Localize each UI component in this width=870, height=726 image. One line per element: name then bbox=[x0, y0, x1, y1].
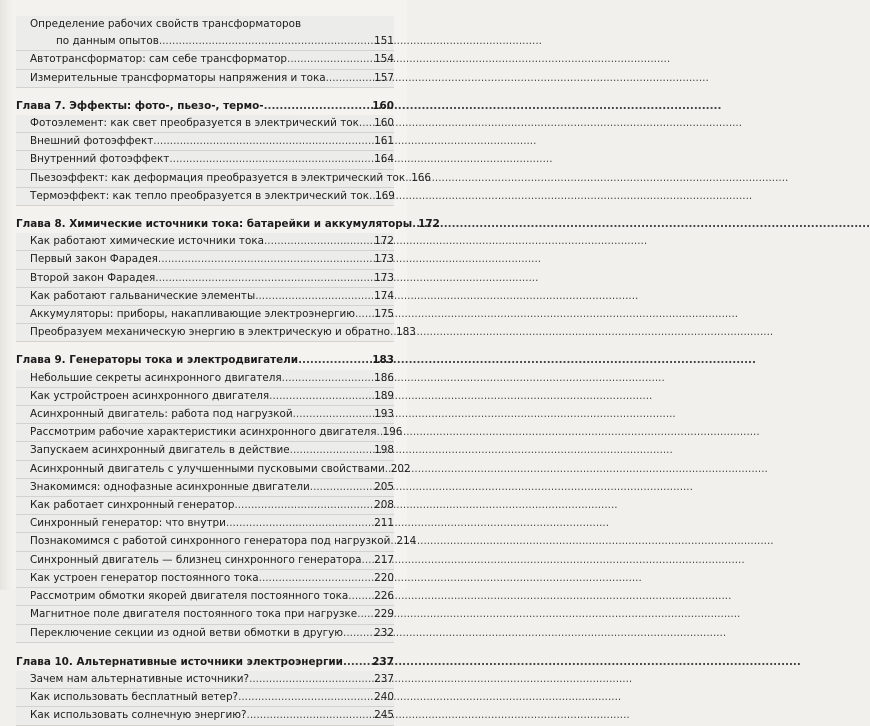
toc-entry-title: Фотоэлемент: как свет преобразуется в электрический ток bbox=[30, 117, 359, 130]
toc-entry-title: Преобразуем механическую энергию в электрическую и обратно bbox=[30, 326, 391, 339]
toc-entry-page: 217 bbox=[374, 553, 394, 566]
leader-dots bbox=[155, 270, 372, 287]
toc-entry bbox=[16, 388, 394, 406]
leader-dots bbox=[290, 442, 373, 459]
toc-entry-title: Как работают химические источники тока bbox=[30, 235, 264, 248]
leader-dots bbox=[226, 515, 372, 532]
toc-entry-title: Пьезоэффект: как деформация преобразуется в электрический ток bbox=[30, 171, 406, 184]
toc-entry-page: 240 bbox=[374, 691, 394, 704]
toc-entry-page: 205 bbox=[374, 480, 394, 493]
toc-entry-page: 160 bbox=[374, 117, 394, 130]
leader-dots bbox=[326, 70, 373, 87]
toc-entry-page: 237 bbox=[374, 672, 394, 685]
toc-entry-page: 172 bbox=[374, 235, 394, 248]
toc-entry-title: Как использовать солнечную энергию? bbox=[30, 709, 247, 722]
toc-entry-title: Определение рабочих свойств трансформаторов bbox=[30, 18, 302, 30]
toc-entry bbox=[16, 51, 394, 69]
chapter-title: Глава 7. Эффекты: фото-, пьезо-, термо- bbox=[16, 99, 264, 112]
toc-entry bbox=[16, 133, 394, 151]
toc-entry bbox=[16, 324, 416, 342]
toc-entry-title: Асинхронный двигатель с улучшенными пусковыми свойствами bbox=[30, 462, 385, 475]
toc-entry-title: Познакомимся с работой синхронного генератора под нагрузкой bbox=[30, 535, 391, 548]
leader-dots bbox=[298, 352, 370, 369]
toc-entry-title: Синхронный двигатель — близнец синхронного генератора bbox=[30, 553, 362, 566]
toc-entry bbox=[16, 370, 394, 388]
toc-entry bbox=[16, 479, 394, 497]
toc-entry-page: 169 bbox=[375, 189, 395, 202]
toc-entry bbox=[16, 251, 394, 269]
leader-dots bbox=[264, 98, 371, 115]
toc-entry-title: Как устроен генератор постоянного тока bbox=[30, 571, 259, 584]
leader-dots bbox=[287, 51, 372, 68]
table-of-contents bbox=[16, 16, 440, 726]
chapter-page: 237 bbox=[372, 655, 394, 668]
toc-entry-page: 232 bbox=[374, 626, 394, 639]
toc-entry-page: 157 bbox=[374, 71, 394, 84]
toc-entry-title: Как использовать бесплатный ветер? bbox=[30, 691, 239, 704]
leader-dots bbox=[238, 689, 372, 706]
chapter-page: 172 bbox=[418, 218, 440, 231]
toc-entry bbox=[16, 306, 394, 324]
toc-entry-page: 226 bbox=[374, 590, 394, 603]
toc-entry bbox=[16, 16, 394, 51]
toc-entry-title: Синхронный генератор: что внутри bbox=[30, 517, 226, 530]
toc-entry-title: Зачем нам альтернативные источники? bbox=[30, 672, 250, 685]
toc-entry-title: Внешний фотоэффект bbox=[30, 135, 154, 148]
toc-entry-title: Внутренний фотоэффект bbox=[30, 153, 170, 166]
chapter-heading bbox=[16, 216, 440, 233]
chapter-page: 160 bbox=[372, 99, 394, 112]
toc-entry bbox=[16, 533, 417, 551]
leader-dots bbox=[282, 370, 373, 387]
toc-entry bbox=[16, 270, 394, 288]
toc-entry-title: Как работает синхронный генератор bbox=[30, 499, 235, 512]
leader-dots bbox=[343, 625, 372, 642]
toc-entry-title: Первый закон Фарадея bbox=[30, 253, 158, 266]
toc-entry-title: Термоэффект: как тепло преобразуется в электрический ток bbox=[30, 189, 370, 202]
toc-entry-title: Автотрансформатор: сам себе трансформатор bbox=[30, 53, 288, 66]
leader-dots bbox=[158, 251, 372, 268]
toc-entry-page: 193 bbox=[374, 408, 394, 421]
toc-entry-title: Как устройстроен асинхронного двигателя bbox=[30, 389, 270, 402]
toc-entry-page: 164 bbox=[374, 153, 394, 166]
toc-entry-title: Знакомимся: однофазные асинхронные двигатели bbox=[30, 480, 310, 493]
leader-dots bbox=[293, 406, 373, 423]
toc-entry-page: 229 bbox=[374, 608, 394, 621]
toc-entry-page: 186 bbox=[374, 371, 394, 384]
toc-entry bbox=[16, 170, 432, 188]
toc-entry-title: Магнитное поле двигателя постоянного тока при нагрузке bbox=[30, 608, 358, 621]
toc-entry bbox=[16, 497, 394, 515]
leader-dots bbox=[153, 133, 372, 150]
toc-entry bbox=[16, 70, 394, 88]
chapter-heading bbox=[16, 654, 394, 671]
toc-entry-page: 214 bbox=[396, 535, 417, 548]
toc-entry bbox=[16, 188, 394, 206]
toc-entry bbox=[16, 588, 394, 606]
toc-entry bbox=[16, 151, 394, 169]
leader-dots bbox=[357, 606, 372, 623]
chapter-title: Глава 10. Альтернативные источники электроэнергии bbox=[16, 655, 343, 668]
toc-entry bbox=[16, 115, 394, 133]
toc-entry-page: 220 bbox=[374, 571, 394, 584]
toc-entry bbox=[16, 625, 394, 643]
toc-entry-page: 211 bbox=[374, 517, 394, 530]
leader-dots bbox=[159, 33, 372, 50]
toc-entry-page: 198 bbox=[374, 444, 394, 457]
chapter-page: 183 bbox=[372, 354, 394, 367]
toc-entry-title: Рассмотрим обмотки якорей двигателя постоянного тока bbox=[30, 590, 349, 603]
leader-dots bbox=[359, 115, 372, 132]
leader-dots bbox=[249, 671, 372, 688]
toc-entry-title: Небольшие секреты асинхронного двигателя bbox=[30, 371, 282, 384]
toc-entry-page: 154 bbox=[374, 53, 394, 66]
toc-entry-title: Рассмотрим рабочие характеристики асинхронного двигателя bbox=[30, 426, 377, 439]
toc-entry bbox=[16, 233, 394, 251]
toc-entry bbox=[16, 552, 394, 570]
toc-entry-page: 173 bbox=[374, 271, 394, 284]
toc-entry-title: Асинхронный двигатель: работа под нагрузкой bbox=[30, 408, 293, 421]
toc-entry-title: Второй закон Фарадея bbox=[30, 271, 156, 284]
leader-dots bbox=[247, 707, 373, 724]
toc-entry-page: 161 bbox=[374, 135, 394, 148]
toc-entry-page: 166 bbox=[411, 171, 432, 184]
toc-entry-page: 189 bbox=[374, 389, 394, 402]
toc-entry bbox=[16, 406, 394, 424]
toc-entry bbox=[16, 442, 394, 460]
leader-dots bbox=[348, 588, 372, 605]
leader-dots bbox=[264, 233, 372, 250]
toc-entry-page: 208 bbox=[374, 499, 394, 512]
toc-entry bbox=[16, 689, 394, 707]
chapter-title: Глава 8. Химические источники тока: батарейки и аккумуляторы bbox=[16, 218, 413, 231]
toc-entry-page: 183 bbox=[396, 326, 416, 339]
toc-entry-page: 151 bbox=[374, 35, 394, 48]
leader-dots bbox=[343, 654, 370, 671]
toc-entry-page: 245 bbox=[374, 709, 394, 722]
toc-entry-page: 196 bbox=[382, 426, 403, 439]
toc-entry bbox=[16, 606, 394, 624]
chapter-title: Глава 9. Генераторы тока и электродвигатели bbox=[16, 354, 299, 367]
toc-entry-title: Аккумуляторы: приборы, накапливающие электроэнергию bbox=[30, 308, 355, 321]
toc-entry bbox=[16, 288, 394, 306]
chapter-heading bbox=[16, 352, 394, 369]
toc-entry-title-cont: по данным опытов bbox=[56, 35, 159, 48]
toc-entry-title: Измерительные трансформаторы напряжения и тока bbox=[30, 71, 326, 84]
toc-entry-title: Как работают гальванические элементы bbox=[30, 289, 256, 302]
toc-entry bbox=[16, 570, 394, 588]
chapter-heading bbox=[16, 98, 394, 115]
toc-entry bbox=[16, 707, 394, 725]
leader-dots bbox=[355, 306, 372, 323]
toc-entry-page: 174 bbox=[374, 289, 394, 302]
leader-dots bbox=[310, 479, 372, 496]
leader-dots bbox=[169, 151, 372, 168]
leader-dots bbox=[269, 388, 372, 405]
leader-dots bbox=[259, 570, 373, 587]
toc-entry-page: 173 bbox=[374, 253, 394, 266]
toc-entry-title: Запускаем асинхронный двигатель в действие bbox=[30, 444, 290, 457]
leader-dots bbox=[255, 288, 372, 305]
leader-dots bbox=[362, 552, 373, 569]
toc-entry-page: 175 bbox=[374, 308, 394, 321]
toc-entry bbox=[16, 671, 394, 689]
toc-entry-page: 202 bbox=[390, 462, 411, 475]
toc-entry bbox=[16, 424, 403, 442]
toc-entry bbox=[16, 461, 411, 479]
leader-dots bbox=[234, 497, 372, 514]
toc-entry-title: Переключение секции из одной ветви обмотки в другую bbox=[30, 626, 344, 639]
toc-entry bbox=[16, 515, 394, 533]
